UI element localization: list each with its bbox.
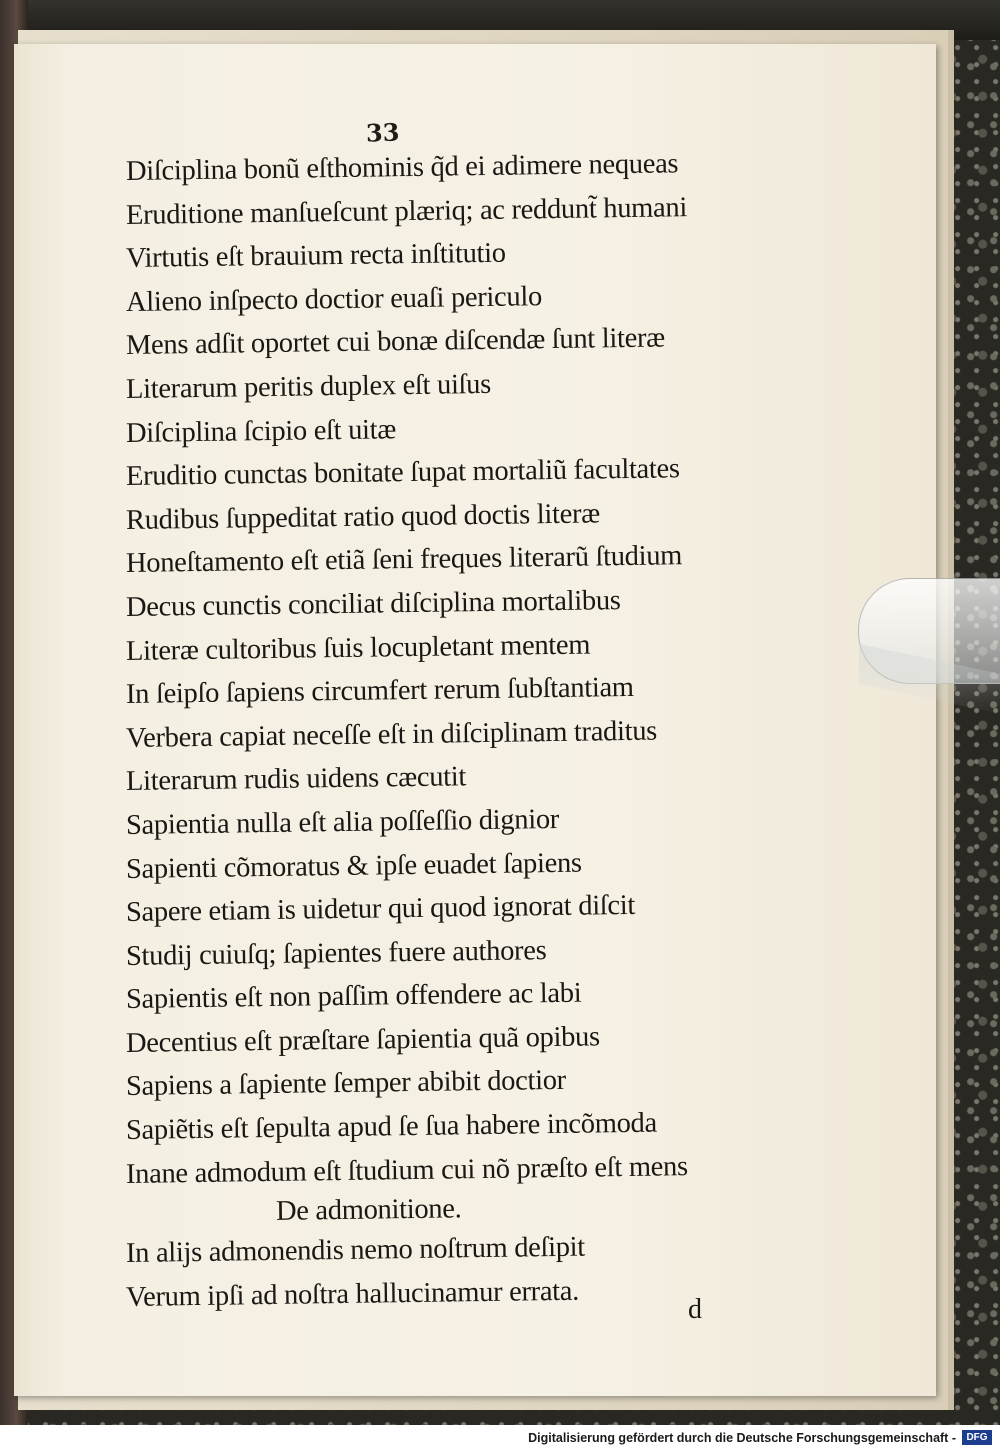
- text-line: In ſeipſo ſapiens circumfert rerum ſubſtantiam: [125, 672, 634, 711]
- text-line: Virtutis eſt brauium recta inſtitutio: [125, 237, 506, 275]
- text-line: Sapienti cõmoratus & ipſe euadet ſapiens: [125, 847, 582, 885]
- text-line: Mens adſit oportet cui bonæ diſcendæ ſunt literæ: [125, 322, 666, 362]
- text-block: [126, 150, 786, 1319]
- signature-mark: d: [688, 1294, 702, 1325]
- text-line: Diſciplina bonũ eſthominis q̃d ei adimere nequeas: [125, 148, 679, 187]
- text-line: Sapientia nulla eſt alia poſſeſſio dignior: [125, 803, 560, 841]
- text-line: Inane admodum eſt ſtudium cui nõ præſto eſt mens: [125, 1150, 689, 1190]
- text-line: Sapiens a ſapiente ſemper abibit doctior: [125, 1065, 567, 1103]
- text-line: Rudibus ſuppeditat ratio quod doctis literæ: [125, 498, 601, 536]
- text-line: Sapiẽtis eſt ſepulta apud ſe ſua habere incõmoda: [125, 1107, 658, 1147]
- text-line: Eruditio cunctas bonitate ſupat mortaliũ facultates: [125, 453, 680, 493]
- text-line: Studij cuiuſq; ſapientes fuere authores: [125, 934, 547, 972]
- text-line: Decus cunctis conciliat diſciplina mortalibus: [125, 585, 621, 623]
- text-line: Literæ cultoribus ſuis locupletant mentem: [125, 629, 591, 667]
- page-number: 33: [365, 117, 400, 148]
- text-line: Sapere etiam is uidetur qui quod ignorat diſcit: [125, 889, 636, 929]
- text-line: Decentius eſt præſtare ſapientia quã opibus: [125, 1021, 600, 1059]
- dfg-logo: DFG: [962, 1430, 992, 1445]
- digitization-credit: Digitalisierung gefördert durch die Deutsche Forschungsgemeinschaft -: [528, 1431, 956, 1445]
- text-line: Eruditione manſueſcunt plæriq; ac reddunt̃ humani: [125, 191, 688, 231]
- footer-bar: [0, 1425, 1000, 1452]
- text-line: Literarum rudis uidens cæcutit: [125, 761, 467, 798]
- text-line: Verbera capiat neceſſe eſt in diſciplinam traditus: [125, 715, 658, 754]
- text-line: In alijs admonendis nemo noſtrum deſipit: [125, 1231, 586, 1270]
- text-line: Sapientis eſt non paſſim offendere ac labi: [125, 977, 582, 1016]
- page-clip: [858, 578, 1000, 684]
- text-line: Verum ipſi ad noſtra hallucinamur errata.: [125, 1275, 580, 1313]
- text-line: Literarum peritis duplex eſt uiſus: [125, 368, 492, 405]
- text-line: Alieno inſpecto doctior euaſi periculo: [125, 280, 543, 318]
- text-line: Honeſtamento eſt etiã ſeni freques literarũ ſtudium: [125, 540, 683, 580]
- section-heading: De admonitione.: [275, 1193, 462, 1228]
- text-line: Diſciplina ſcipio eſt uitæ: [125, 413, 397, 449]
